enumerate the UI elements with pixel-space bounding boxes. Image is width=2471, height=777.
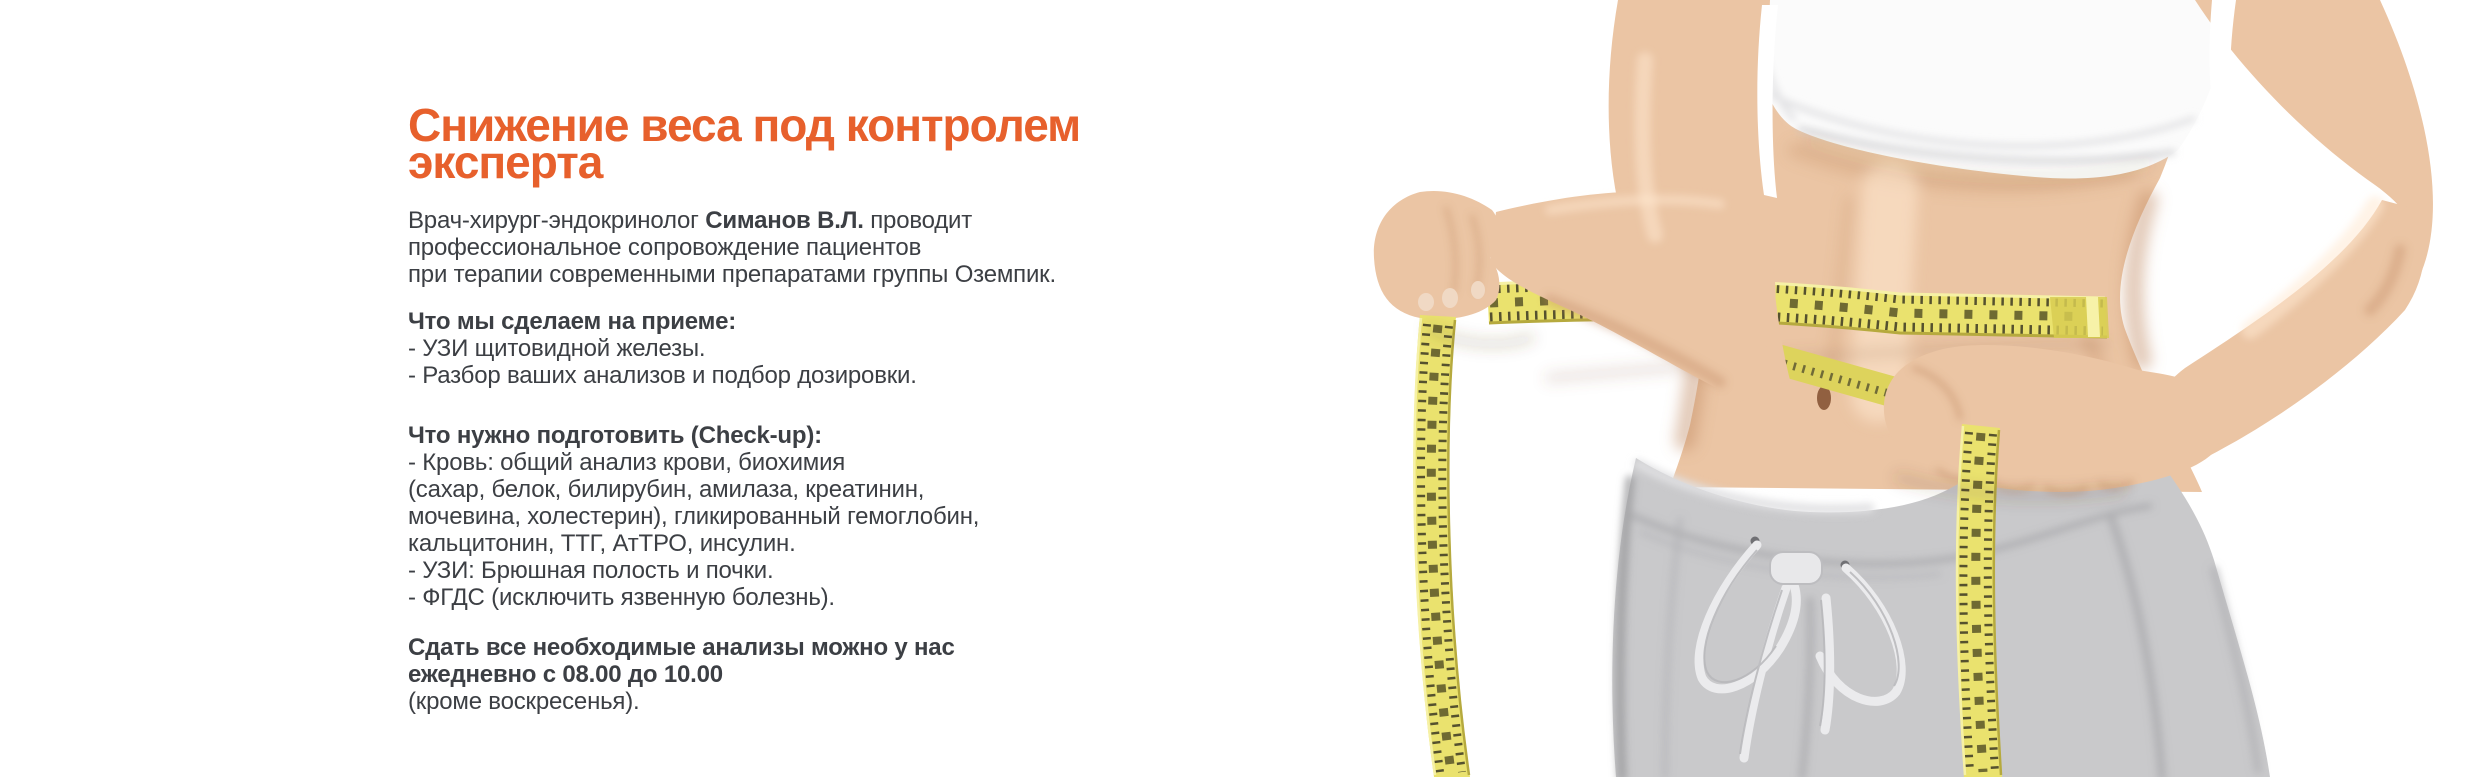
sweatpants bbox=[1612, 448, 2270, 777]
appointment-section bbox=[408, 308, 917, 389]
checkup-line: (сахар, белок, билирубин, амилаза, креатинин, bbox=[408, 476, 925, 503]
tape-strip-left bbox=[1413, 315, 1470, 777]
appointment-item: - УЗИ щитовидной железы. bbox=[408, 335, 706, 362]
intro-paragraph bbox=[408, 207, 1056, 288]
page-title-line1: Снижение веса под контролем bbox=[408, 99, 1081, 151]
schedule-line1: Сдать все необходимые анализы можно у нас bbox=[408, 634, 955, 661]
schedule-section bbox=[408, 634, 955, 715]
schedule-line2: ежедневно с 08.00 до 10.00 bbox=[408, 661, 723, 688]
checkup-line: мочевина, холестерин), гликированный гемоглобин, bbox=[408, 503, 980, 530]
checkup-section bbox=[408, 422, 979, 611]
intro-line2: профессиональное сопровождение пациентов bbox=[408, 234, 922, 261]
checkup-line: кальцитонин, ТТГ, АтТРО, инсулин. bbox=[408, 530, 796, 557]
tape-strip-right bbox=[1956, 424, 2002, 777]
intro-line3: при терапии современными препаратами группы Оземпик. bbox=[408, 261, 1056, 288]
page-title bbox=[408, 99, 1081, 188]
checkup-line: - УЗИ: Брюшная полость и почки. bbox=[408, 557, 774, 584]
arm-torso-gap-right bbox=[2209, 0, 2236, 152]
schedule-note: (кроме воскресенья). bbox=[408, 688, 640, 715]
checkup-heading: Что нужно подготовить (Check-up): bbox=[408, 422, 822, 449]
checkup-line: - Кровь: общий анализ крови, биохимия bbox=[408, 449, 846, 476]
appointment-item: - Разбор ваших анализов и подбор дозировки. bbox=[408, 362, 917, 389]
doctor-name: Симанов В.Л. bbox=[705, 207, 864, 234]
page-title-line2: эксперта bbox=[408, 136, 603, 188]
appointment-heading: Что мы сделаем на приеме: bbox=[408, 308, 737, 335]
left-hand bbox=[1884, 345, 2222, 492]
photo-woman-measuring-waist bbox=[1250, 0, 2471, 777]
intro-line1: Врач-хирург-эндокринолог Симанов В.Л. проводит bbox=[408, 207, 973, 234]
drawstring-knot bbox=[1770, 552, 1822, 584]
checkup-line: - ФГДС (исключить язвенную болезнь). bbox=[408, 584, 835, 611]
